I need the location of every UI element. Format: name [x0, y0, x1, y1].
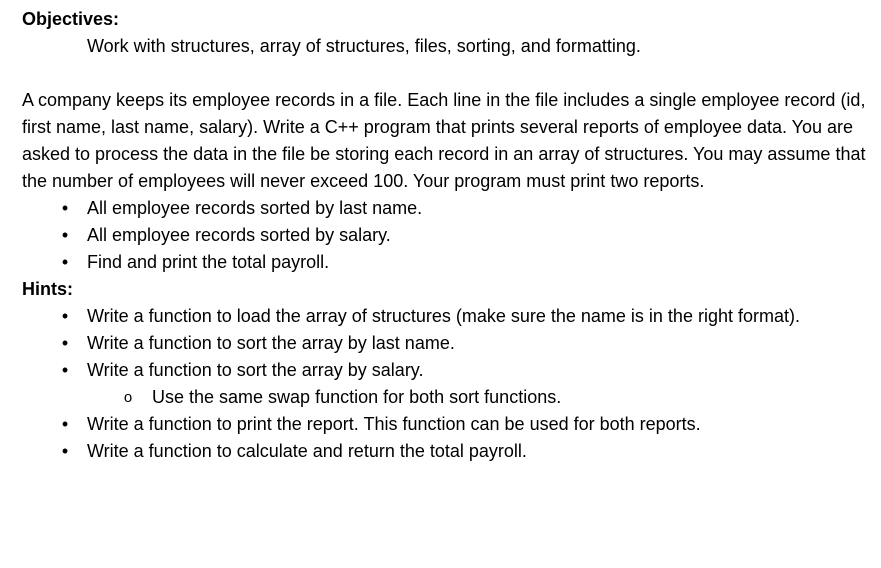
list-item-text: Write a function to print the report. This function can be used for both reports.	[87, 414, 701, 434]
list-item	[22, 411, 867, 438]
bullet-icon: •	[61, 198, 69, 218]
bullet-icon: •	[61, 225, 69, 245]
sublist-item-text: Use the same swap function for both sort functions.	[152, 387, 562, 407]
list-item-text: Find and print the total payroll.	[87, 252, 330, 272]
hints-sublist	[87, 384, 867, 411]
objectives-heading: Objectives:	[22, 9, 120, 29]
list-item	[22, 330, 867, 357]
bullet-icon: •	[61, 414, 69, 434]
bullet-icon: •	[61, 441, 69, 461]
list-item-text: Write a function to sort the array by salary.	[87, 360, 424, 380]
list-item-text: Write a function to sort the array by last name.	[87, 333, 455, 353]
list-item	[22, 195, 867, 222]
list-item	[22, 222, 867, 249]
description-paragraph: A company keeps its employee records in a file. Each line in the file includes a single employee record (id, first name, last name, salary). Write a C++ program that prints several reports of employee data. You are asked to process the data in the file be storing each record in an array of structures. You may assume that the number of employees will never exceed 100. Your program must print two reports.	[22, 90, 866, 191]
list-item-text: Write a function to load the array of structures (make sure the name is in the right format).	[87, 306, 800, 326]
list-item	[22, 357, 867, 411]
objectives-text: Work with structures, array of structures, files, sorting, and formatting.	[87, 36, 641, 56]
document-body	[22, 6, 867, 465]
report-list	[22, 195, 867, 276]
list-item	[22, 438, 867, 465]
bullet-icon: •	[61, 306, 69, 326]
list-item-text: All employee records sorted by last name.	[87, 198, 423, 218]
hints-list	[22, 303, 867, 465]
bullet-icon: •	[61, 360, 69, 380]
list-item	[22, 249, 867, 276]
hints-heading: Hints:	[22, 279, 73, 299]
list-item	[22, 303, 867, 330]
blank-line	[22, 60, 867, 87]
bullet-icon: •	[61, 333, 69, 353]
bullet-icon: •	[61, 252, 69, 272]
circle-bullet-icon: o	[123, 389, 133, 406]
list-item-text: All employee records sorted by salary.	[87, 225, 391, 245]
sublist-item	[87, 384, 867, 411]
list-item-text: Write a function to calculate and return the total payroll.	[87, 441, 527, 461]
